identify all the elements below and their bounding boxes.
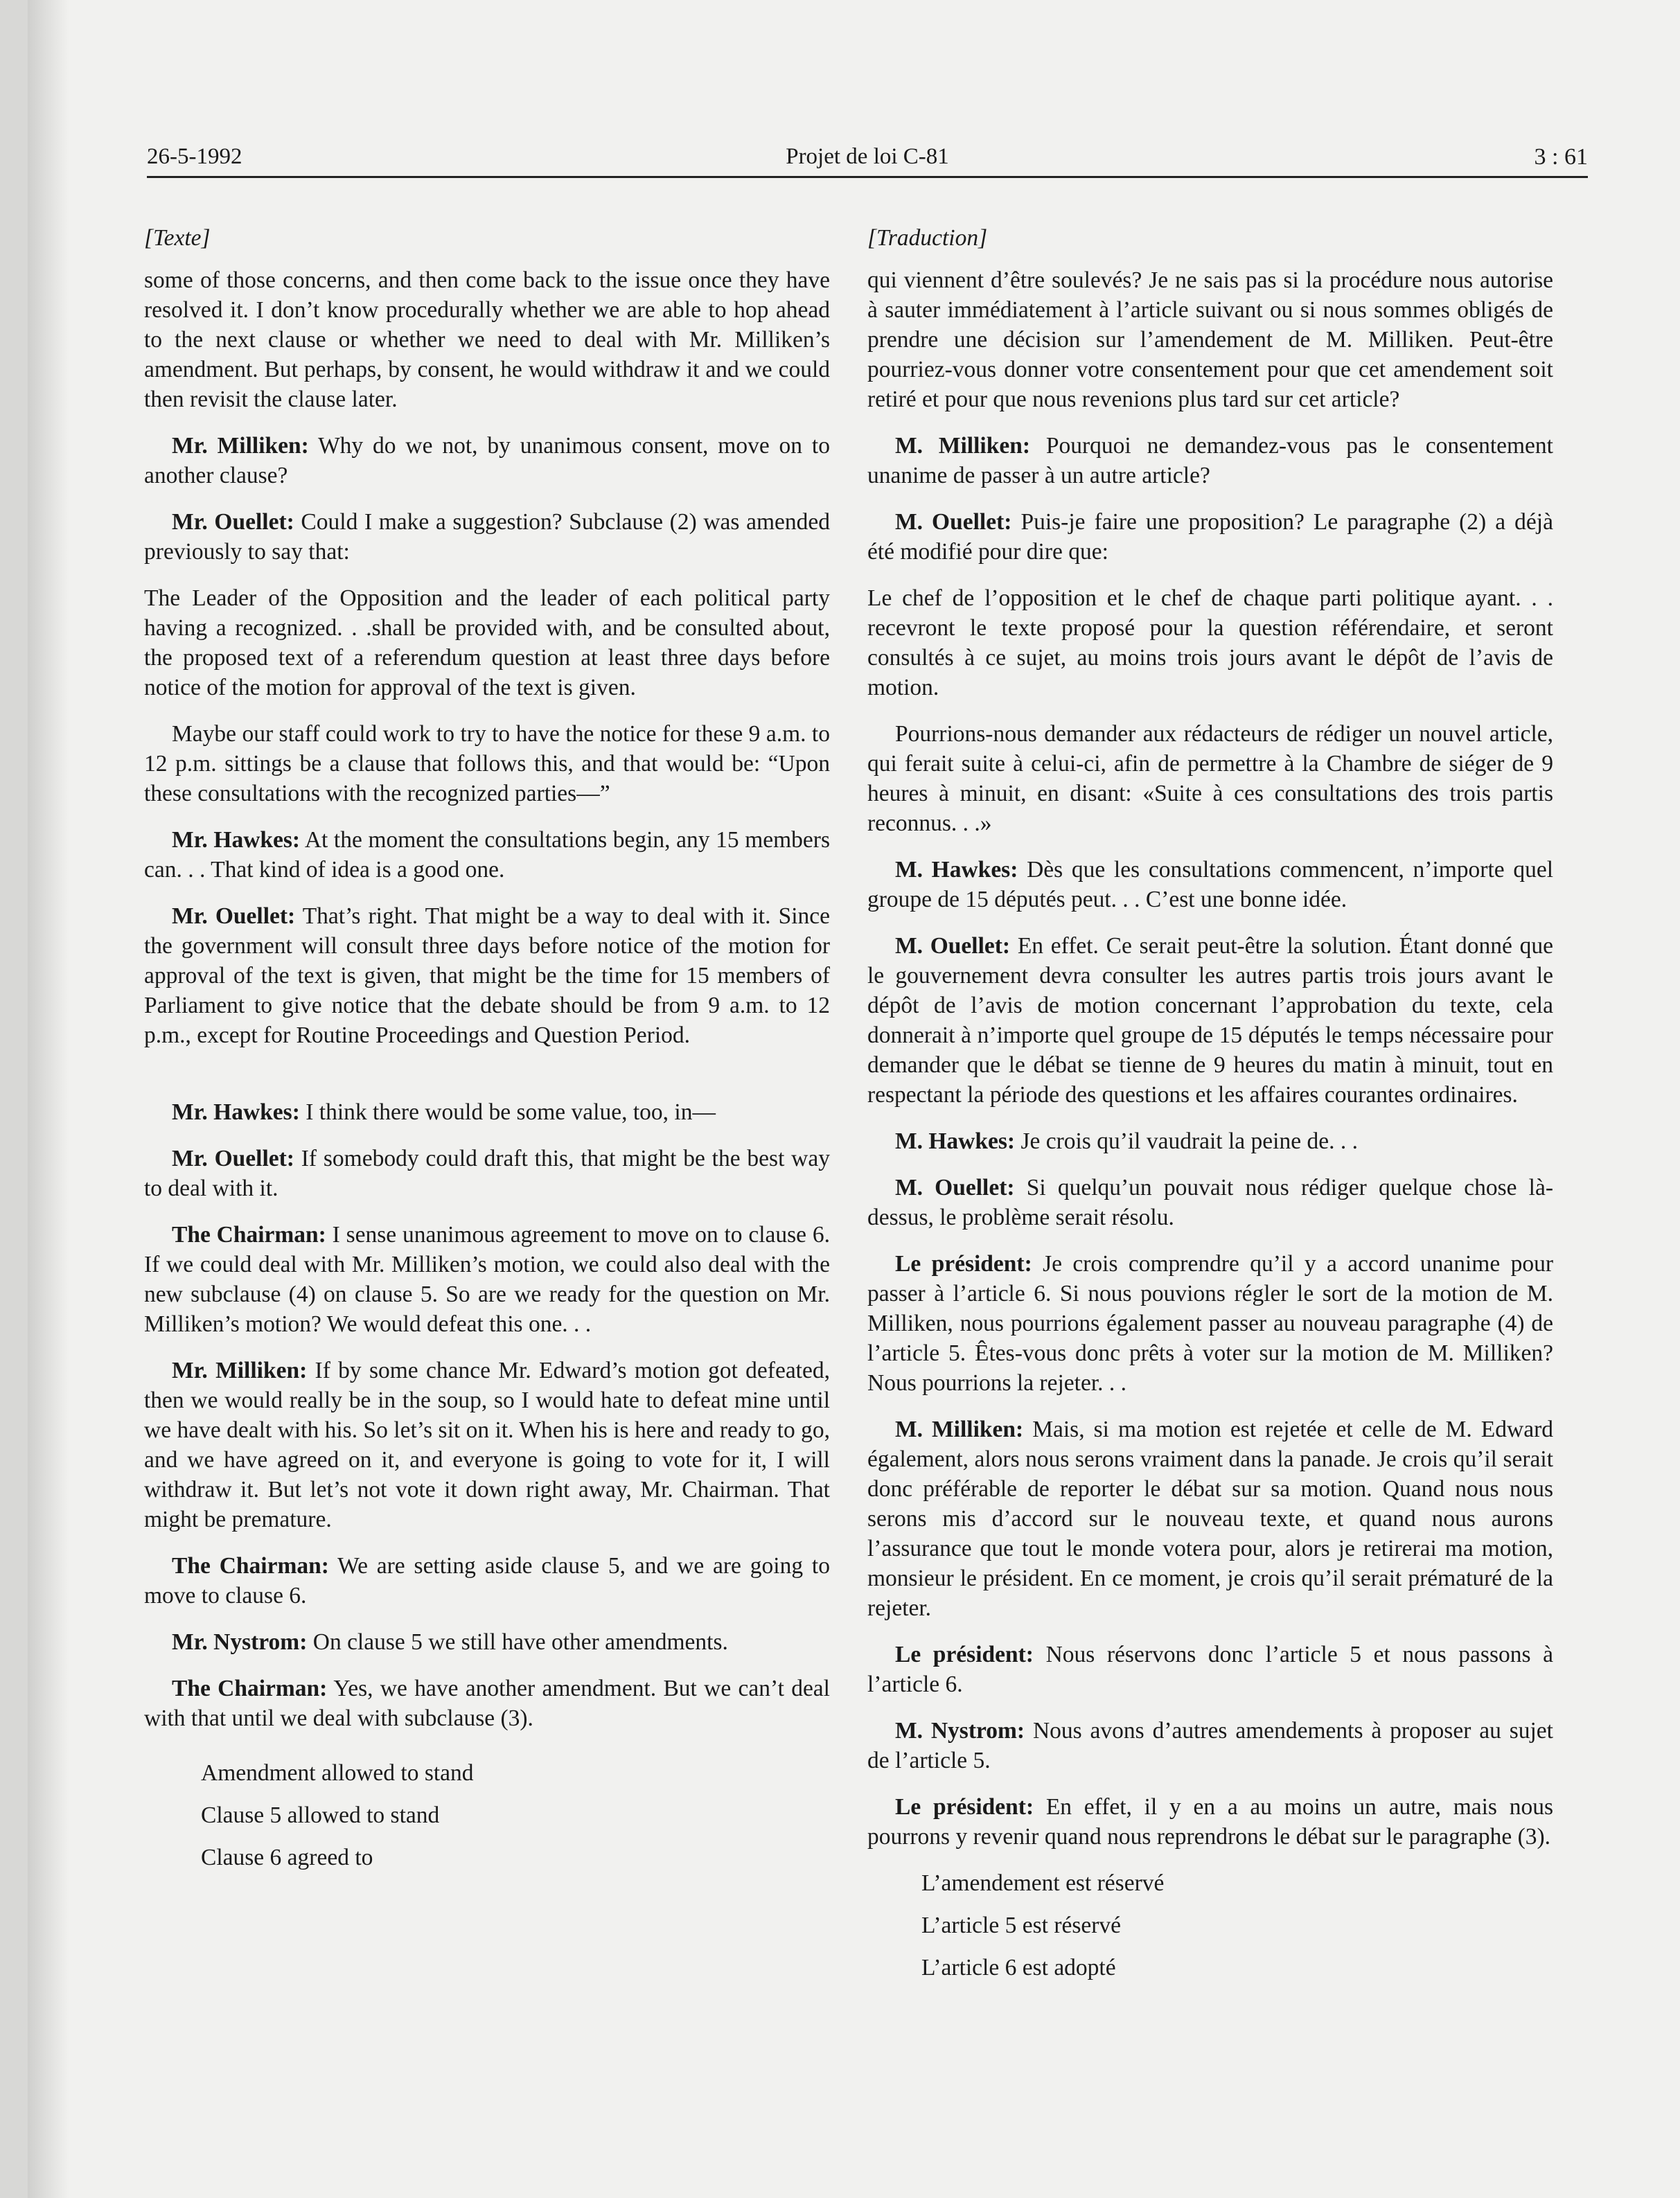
speaker: Mr. Milliken: bbox=[172, 1358, 308, 1383]
speech bbox=[144, 1356, 830, 1534]
speaker: The Chairman: bbox=[172, 1222, 326, 1248]
speaker: Le président: bbox=[895, 1642, 1034, 1667]
speech-text: We are setting aside clause 5, and we are going to move to clause 6. bbox=[144, 1553, 830, 1608]
speech bbox=[144, 901, 830, 1050]
speech-text: On clause 5 we still have other amendments. bbox=[307, 1629, 728, 1655]
speaker: M. Nystrom: bbox=[895, 1718, 1025, 1744]
proceeding-status: Clause 5 allowed to stand bbox=[201, 1802, 440, 1828]
speech bbox=[867, 1415, 1553, 1623]
speaker: M. Ouellet: bbox=[895, 509, 1012, 535]
speech-text: Nous avons d’autres amendements à proposer au sujet de l’article 5. bbox=[867, 1718, 1553, 1773]
speech-text: Je crois qu’il vaudrait la peine de. . . bbox=[1015, 1128, 1358, 1154]
language-label: [Texte] bbox=[144, 225, 211, 251]
quoted-text: Le chef de l’opposition et le chef de chaque parti politique ayant. . . recevront le texte proposé pour la question référendaire, et seront consultés à ce sujet, au moins trois jours avant le dépôt de l’avis de motion. bbox=[867, 585, 1553, 700]
speaker: Mr. Ouellet: bbox=[172, 903, 296, 929]
speaker: M. Milliken: bbox=[895, 1417, 1024, 1442]
speech bbox=[867, 1249, 1553, 1398]
speaker: Mr. Hawkes: bbox=[172, 1099, 300, 1125]
english-column bbox=[144, 223, 830, 1885]
speech-text: If by some chance Mr. Edward’s motion got defeated, then we would really be in the soup, so I would hate to defeat mine until we have dealt with his. So let’s sit on it. When his is here and ready to go, and we have agreed on it, and everyone is going to vote for it, I will withdraw it. But let’s not vote it down right away, Mr. Chairman. That might be premature. bbox=[144, 1358, 830, 1532]
speaker: Le président: bbox=[895, 1794, 1034, 1820]
speech bbox=[867, 1640, 1553, 1699]
speaker: The Chairman: bbox=[172, 1553, 329, 1579]
speech-text: Nous réservons donc l’article 5 et nous passons à l’article 6. bbox=[867, 1642, 1553, 1697]
speech-text: I sense unanimous agreement to move on to clause 6. If we could deal with Mr. Milliken’s motion, we could also deal with the new subclause (4) on clause 5. So are we ready for the question on Mr. Milliken’s motion? We would defeat this one. . . bbox=[144, 1222, 830, 1337]
speech bbox=[144, 1097, 830, 1127]
speech bbox=[867, 1792, 1553, 1852]
speaker: Mr. Ouellet: bbox=[172, 509, 294, 535]
speech-text: En effet, il y en a au moins un autre, mais nous pourrons y revenir quand nous reprendrons le débat sur le paragraphe (3). bbox=[867, 1794, 1553, 1850]
proceeding-status: L’article 6 est adopté bbox=[921, 1955, 1116, 1980]
speech bbox=[867, 855, 1553, 914]
speech bbox=[144, 1551, 830, 1611]
speech bbox=[867, 431, 1553, 490]
speech bbox=[144, 431, 830, 490]
header-title: Projet de loi C-81 bbox=[786, 144, 949, 169]
paragraph: Pourrions-nous demander aux rédacteurs de rédiger un nouvel article, qui ferait suite à celui-ci, afin de permettre à la Chambre de siéger de 9 heures à minuit, en disant: «Suite à ces consultations des trois partis reconnus. . .» bbox=[867, 721, 1553, 836]
speech-text: If somebody could draft this, that might be the best way to deal with it. bbox=[144, 1146, 830, 1201]
speech bbox=[144, 1144, 830, 1203]
speaker: The Chairman: bbox=[172, 1676, 328, 1701]
speech-text: Why do we not, by unanimous consent, move on to another clause? bbox=[144, 433, 830, 488]
header-date: 26-5-1992 bbox=[147, 144, 242, 169]
proceeding-status: Clause 6 agreed to bbox=[201, 1845, 373, 1870]
speech-text: That’s right. That might be a way to deal with it. Since the government will consult three days before notice of the motion for approval of the text is given, that might be the time for 15 members of Parliament to give notice that the debate should be from 9 a.m. to 12 p.m., except for Routine Proceedings and Question Period. bbox=[144, 903, 830, 1048]
speech-text: Yes, we have another amendment. But we can’t deal with that until we deal with subclause (3). bbox=[144, 1676, 830, 1731]
header-rule bbox=[147, 176, 1588, 178]
language-label: [Traduction] bbox=[867, 225, 988, 251]
speech bbox=[144, 825, 830, 885]
speech-text: Pourquoi ne demandez-vous pas le consentement unanime de passer à un autre article? bbox=[867, 433, 1553, 488]
paragraph: Maybe our staff could work to try to have the notice for these 9 a.m. to 12 p.m. sittings be a clause that follows this, and that would be: “Upon these consultations with the recognized parties—” bbox=[144, 721, 830, 806]
speech-text: At the moment the consultations begin, any 15 members can. . . That kind of idea is a good one. bbox=[144, 827, 830, 883]
speech bbox=[144, 1220, 830, 1339]
speaker: Mr. Milliken: bbox=[172, 433, 309, 459]
speech-text: Could I make a suggestion? Subclause (2) was amended previously to say that: bbox=[144, 509, 831, 565]
speaker: Mr. Ouellet: bbox=[172, 1146, 294, 1171]
document-page bbox=[28, 0, 1680, 2198]
speech bbox=[867, 931, 1553, 1110]
proceeding-status: Amendment allowed to stand bbox=[201, 1760, 474, 1786]
speech bbox=[867, 1173, 1553, 1232]
quoted-text: The Leader of the Opposition and the leader of each political party having a recognized. . .shall be provided with, and be consulted about, the proposed text of a referendum question at least three days before notice of the motion for approval of the text is given. bbox=[144, 585, 830, 700]
french-column bbox=[867, 223, 1553, 1995]
speech-text: En effet. Ce serait peut-être la solution. Étant donné que le gouvernement devra consulter les autres partis trois jours avant le dépôt de l’avis de motion concernant l’approbation du texte, cela donnerait à n’importe quel groupe de 15 députés le temps nécessaire pour demander que le débat se tienne de 9 heures du matin à minuit, tout en respectant la période des questions et les affaires courantes ordinaires. bbox=[867, 933, 1553, 1108]
speaker: M. Ouellet: bbox=[895, 933, 1011, 959]
speaker: M. Hawkes: bbox=[895, 857, 1018, 883]
proceeding-status: L’amendement est réservé bbox=[921, 1870, 1165, 1896]
speech bbox=[867, 1716, 1553, 1775]
speech bbox=[144, 1674, 830, 1733]
speaker: Le président: bbox=[895, 1251, 1032, 1277]
speech-text: Mais, si ma motion est rejetée et celle de M. Edward également, alors nous serons vraiment dans la panade. Je crois qu’il serait donc préférable de reporter le débat sur sa motion. Quand nous nous serons mis d’accord sur le nouveau texte, et quand nous aurons l’assurance que tout le monde votera pour, alors je retirerai ma motion, monsieur le président. En ce moment, je crois qu’il serait prématuré de la rejeter. bbox=[867, 1417, 1553, 1621]
header-page-number: 3 : 61 bbox=[1534, 144, 1588, 170]
speech-text: I think there would be some value, too, in— bbox=[299, 1099, 716, 1125]
speaker: M. Hawkes: bbox=[895, 1128, 1016, 1154]
speech-text: Dès que les consultations commencent, n’importe quel groupe de 15 députés peut. . . C’est une bonne idée. bbox=[867, 857, 1554, 912]
proceeding-status: L’article 5 est réservé bbox=[921, 1913, 1122, 1938]
paragraph: some of those concerns, and then come back to the issue once they have resolved it. I don’t know procedurally whether we are able to hop ahead to the next clause or whether we need to deal with Mr. Milliken’s amendment. But perhaps, by consent, he would withdraw it and we could then revisit the clause later. bbox=[144, 267, 830, 412]
speech bbox=[144, 507, 830, 567]
speech-text: Je crois comprendre qu’il y a accord unanime pour passer à l’article 6. Si nous pouvions régler le sort de la motion de M. Milliken, nous pourrions également passer au nouveau paragraphe (4) de l’article 5. Êtes-vous donc prêts à voter sur la motion de M. Milliken? Nous pourrions la rejeter. . . bbox=[867, 1251, 1553, 1396]
speech bbox=[867, 1126, 1553, 1156]
paragraph: qui viennent d’être soulevés? Je ne sais pas si la procédure nous autorise à sauter immédiatement à l’article suivant ou si nous sommes obligés de prendre une décision sur l’amendement de M. Milliken. Peut-être pourriez-vous donner votre consentement pour que cet amendement soit retiré et pour que nous revenions plus tard sur cet article? bbox=[867, 267, 1553, 412]
page-header bbox=[147, 144, 1588, 179]
speaker: Mr. Nystrom: bbox=[172, 1629, 308, 1655]
speech bbox=[144, 1627, 830, 1657]
speaker: Mr. Hawkes: bbox=[172, 827, 301, 853]
speaker: M. Milliken: bbox=[895, 433, 1031, 459]
speaker: M. Ouellet: bbox=[895, 1175, 1015, 1200]
speech bbox=[867, 507, 1553, 567]
spacer bbox=[144, 1067, 830, 1097]
speech-text: Puis-je faire une proposition? Le paragraphe (2) a déjà été modifié pour dire que: bbox=[867, 509, 1553, 565]
speech-text: Si quelqu’un pouvait nous rédiger quelque chose là-dessus, le problème serait résolu. bbox=[867, 1175, 1553, 1230]
